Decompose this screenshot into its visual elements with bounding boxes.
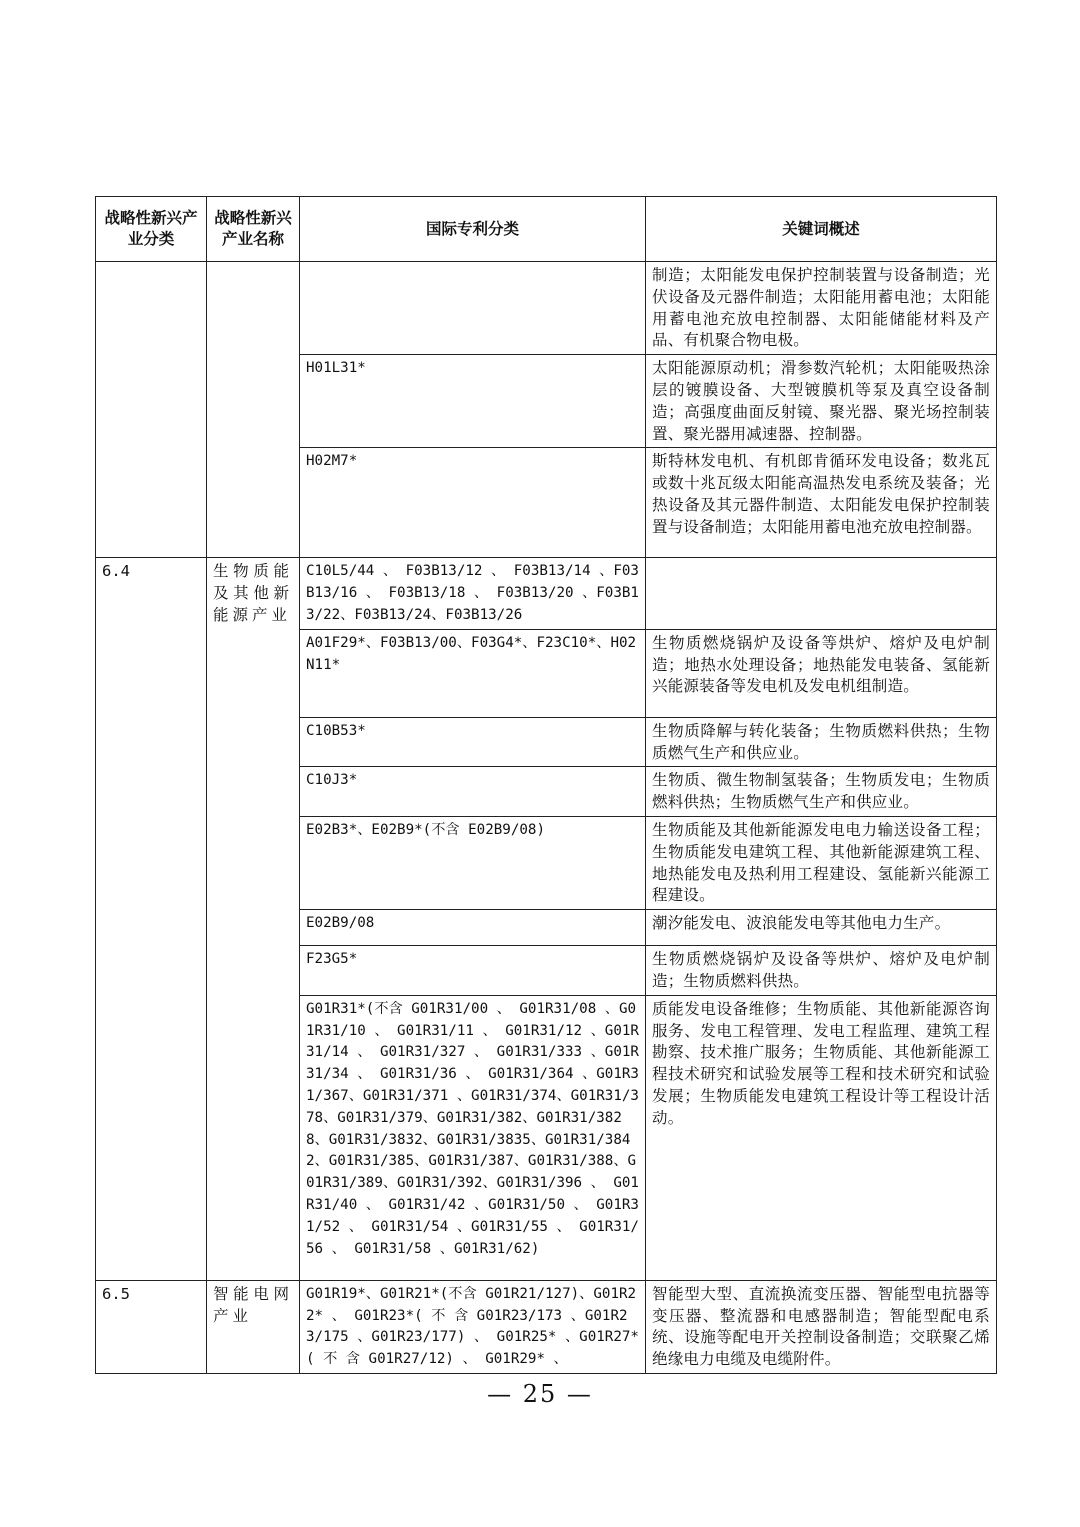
industry-name-cell: 智能电网产业	[207, 1280, 300, 1373]
page-number: — 25 —	[487, 1380, 593, 1408]
table-row	[96, 262, 997, 355]
industry-name-cell: 生物质能及其他新能源产业	[207, 558, 300, 1280]
keywords-cell: 潮汐能发电、波浪能发电等其他电力生产。	[646, 910, 997, 946]
ipc-cell	[300, 262, 646, 355]
table-row	[96, 558, 997, 629]
ipc-cell: E02B3*、E02B9*(不含 E02B9/08)	[300, 816, 646, 909]
ipc-cell: A01F29*、F03B13/00、F03G4*、F23C10*、H02N11*	[300, 629, 646, 717]
category-cell	[96, 262, 207, 558]
ipc-cell: E02B9/08	[300, 910, 646, 946]
ipc-cell: H02M7*	[300, 448, 646, 558]
ipc-cell: G01R31*(不含 G01R31/00 、 G01R31/08 、G01R31/10 、 G01R31/11 、 G01R31/12 、G01R31/14 、 G01R31/327 、 G01R31/333 、G01R31/34 、 G01R31/36 、 G01R31/364 、G01R31/367、G01R31/371 、G01R31/374、G01R31/378、G01R31/379、G01R31/382、G01R31/3828、G01R31/3832、G01R31/3835、G01R31/3842、G01R31/385、G01R31/387、G01R31/388、G01R31/389、G01R31/392、G01R31/396 、 G01R31/40 、 G01R31/42 、G01R31/50 、 G01R31/52 、 G01R31/54 、G01R31/55 、 G01R31/56 、 G01R31/58 、G01R31/62)	[300, 995, 646, 1280]
keywords-cell: 生物质能及其他新能源发电电力输送设备工程；生物质能发电建筑工程、其他新能源建筑工程、地热能发电及热利用工程建设、氢能新兴能源工程建设。	[646, 816, 997, 909]
keywords-cell: 太阳能源原动机；滑参数汽轮机；太阳能吸热涂层的镀膜设备、大型镀膜机等泵及真空设备制造；高强度曲面反射镜、聚光器、聚光场控制装置、聚光器用减速器、控制器。	[646, 355, 997, 448]
keywords-cell: 制造；太阳能发电保护控制装置与设备制造；光伏设备及元器件制造；太阳能用蓄电池；太阳能用蓄电池充放电控制器、太阳能储能材料及产品、有机聚合物电极。	[646, 262, 997, 355]
category-cell: 6.4	[96, 558, 207, 1280]
header-category: 战略性新兴产业分类	[96, 197, 207, 262]
ipc-cell: F23G5*	[300, 946, 646, 996]
ipc-cell: C10L5/44 、 F03B13/12 、 F03B13/14 、F03B13/16 、 F03B13/18 、 F03B13/20 、F03B13/22、F03B13/24、F03B13/26	[300, 558, 646, 629]
category-cell: 6.5	[96, 1280, 207, 1373]
ipc-cell: C10B53*	[300, 717, 646, 767]
keywords-cell: 质能发电设备维修；生物质能、其他新能源咨询服务、发电工程管理、发电工程监理、建筑工程勘察、技术推广服务；生物质能、其他新能源工程技术研究和试验发展等工程和技术研究和试验发展；生物质能发电建筑工程设计等工程设计活动。	[646, 995, 997, 1280]
keywords-cell: 生物质燃烧锅炉及设备等烘炉、熔炉及电炉制造；生物质燃料供热。	[646, 946, 997, 996]
classification-table	[95, 196, 997, 1374]
keywords-cell: 智能型大型、直流换流变压器、智能型电抗器等变压器、整流器和电感器制造；智能型配电系统、设施等配电开关控制设备制造；交联聚乙烯绝缘电力电缆及电缆附件。	[646, 1280, 997, 1373]
header-industry-name: 战略性新兴产业名称	[207, 197, 300, 262]
ipc-cell: G01R19*、G01R21*(不含 G01R21/127)、G01R22* 、 G01R23*( 不 含 G01R23/173 、G01R23/175 、G01R23/177) 、 G01R25* 、G01R27*( 不 含 G01R27/12) 、 G01R29* 、	[300, 1280, 646, 1373]
table-header-row	[96, 197, 997, 262]
keywords-cell	[646, 558, 997, 629]
header-keywords: 关键词概述	[646, 197, 997, 262]
industry-name-cell	[207, 262, 300, 558]
keywords-cell: 生物质、微生物制氢装备；生物质发电；生物质燃料供热；生物质燃气生产和供应业。	[646, 767, 997, 817]
header-ipc: 国际专利分类	[300, 197, 646, 262]
table-row	[96, 1280, 997, 1373]
keywords-cell: 生物质燃烧锅炉及设备等烘炉、熔炉及电炉制造；地热水处理设备；地热能发电装备、氢能新兴能源装备等发电机及发电机组制造。	[646, 629, 997, 717]
keywords-cell: 斯特林发电机、有机郎肯循环发电设备；数兆瓦或数十兆瓦级太阳能高温热发电系统及装备；光热设备及其元器件制造、太阳能发电保护控制装置与设备制造；太阳能用蓄电池充放电控制器。	[646, 448, 997, 558]
ipc-cell: H01L31*	[300, 355, 646, 448]
keywords-cell: 生物质降解与转化装备；生物质燃料供热；生物质燃气生产和供应业。	[646, 717, 997, 767]
ipc-cell: C10J3*	[300, 767, 646, 817]
